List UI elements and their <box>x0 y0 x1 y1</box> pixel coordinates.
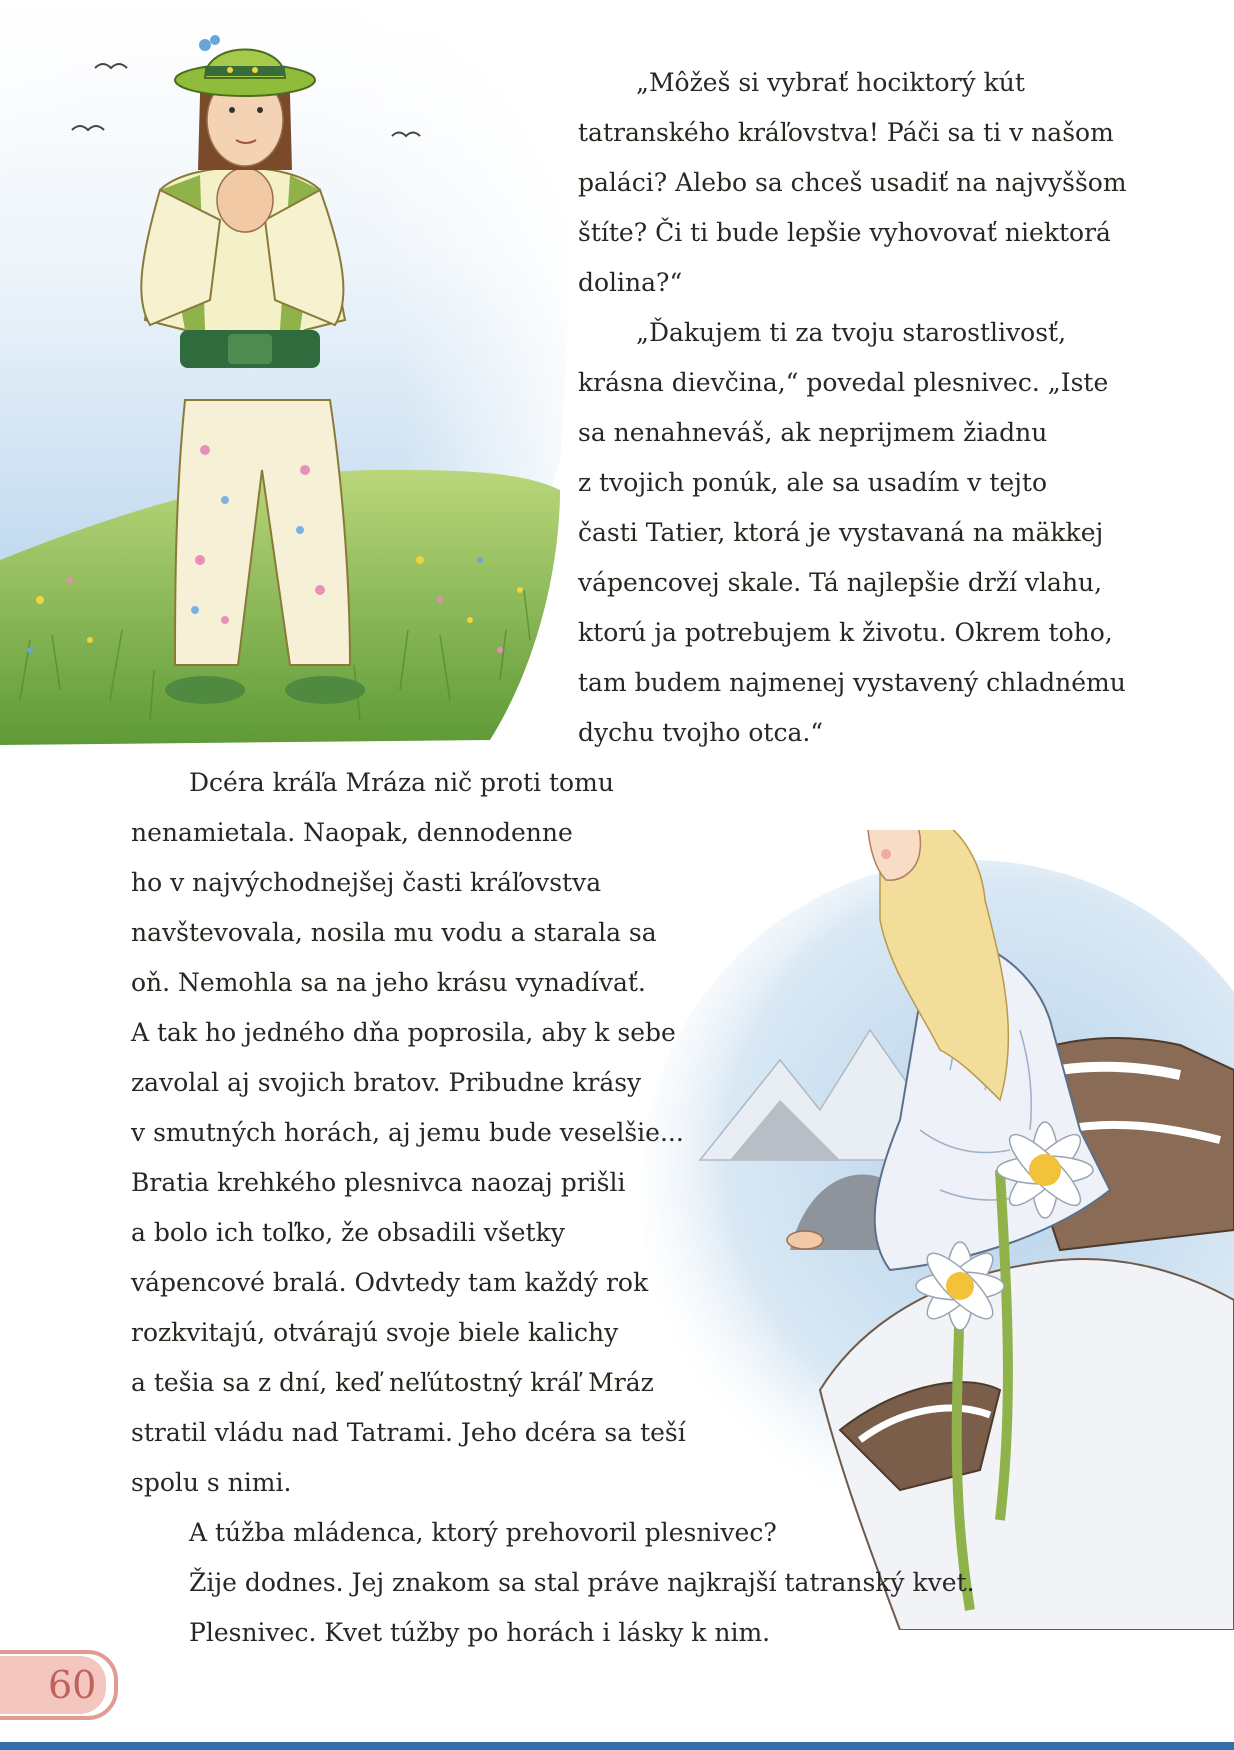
text-line: sa nenahneváš, ak neprijmem žiadnu <box>578 418 1048 447</box>
text-line: A túžba mládenca, ktorý prehovoril plesnivec? <box>189 1518 777 1547</box>
paragraph-daughter <box>131 758 686 1508</box>
text-line: Žije dodnes. Jej znakom sa stal práve najkrajší tatranský kvet. <box>189 1568 975 1597</box>
text-line: navštevovala, nosila mu vodu a starala sa <box>131 918 657 947</box>
text-line: v smutných horách, aj jemu bude veselšie... <box>131 1118 684 1147</box>
text-line: časti Tatier, ktorá je vystavaná na mäkkej <box>578 518 1104 547</box>
text-line: Plesnivec. Kvet túžby po horách i lásky k nim. <box>189 1618 771 1647</box>
page-number: 60 <box>48 1663 97 1707</box>
text-line: paláci? Alebo sa chceš usadiť na najvyššom <box>578 168 1127 197</box>
text-line: tatranského kráľovstva! Páči sa ti v našom <box>578 118 1114 147</box>
text-line: zavolal aj svojich bratov. Pribudne krásy <box>131 1068 642 1097</box>
paragraph-reply <box>578 308 1126 758</box>
text-line: spolu s nimi. <box>131 1468 292 1497</box>
text-line: vápencové bralá. Odvtedy tam každý rok <box>131 1268 649 1297</box>
text-line: a bolo ich toľko, že obsadili všetky <box>131 1218 565 1247</box>
text-line: „Ďakujem ti za tvoju starostlivosť, <box>636 318 1067 347</box>
text-line: tam budem najmenej vystavený chladnému <box>578 668 1126 697</box>
text-line: dolina?“ <box>578 268 683 297</box>
paragraph-offer <box>578 58 1127 308</box>
text-line: Bratia krehkého plesnivca naozaj prišli <box>131 1168 626 1197</box>
text-line: nenamietala. Naopak, dennodenne <box>131 818 573 847</box>
text-line: krásna dievčina,“ povedal plesnivec. „Iste <box>578 368 1109 397</box>
text-line: „Môžeš si vybrať hociktorý kút <box>636 68 1025 97</box>
text-line: dychu tvojho otca.“ <box>578 718 824 747</box>
text-line: oň. Nemohla sa na jeho krásu vynadívať. <box>131 968 646 997</box>
text-line: vápencovej skale. Tá najlepšie drží vlahu, <box>578 568 1103 597</box>
text-line: Dcéra kráľa Mráza nič proti tomu <box>189 768 614 797</box>
bottom-band <box>0 1742 1234 1750</box>
text-line: ho v najvýchodnejšej časti kráľovstva <box>131 868 602 897</box>
text-line: ktorú ja potrebujem k životu. Okrem toho, <box>578 618 1113 647</box>
text-line: stratil vládu nad Tatrami. Jeho dcéra sa teší <box>131 1418 686 1447</box>
text-line: A tak ho jedného dňa poprosila, aby k sebe <box>131 1018 676 1047</box>
paragraph-ending <box>131 1508 975 1658</box>
text-line: rozkvitajú, otvárajú svoje biele kalichy <box>131 1318 619 1347</box>
boy-in-meadow-illustration <box>0 0 590 760</box>
text-line: štíte? Či ti bude lepšie vyhovovať niektorá <box>578 218 1111 247</box>
text-line: z tvojich ponúk, ale sa usadím v tejto <box>578 468 1048 497</box>
text-line: a tešia sa z dní, keď neľútostný kráľ Mráz <box>131 1368 654 1397</box>
